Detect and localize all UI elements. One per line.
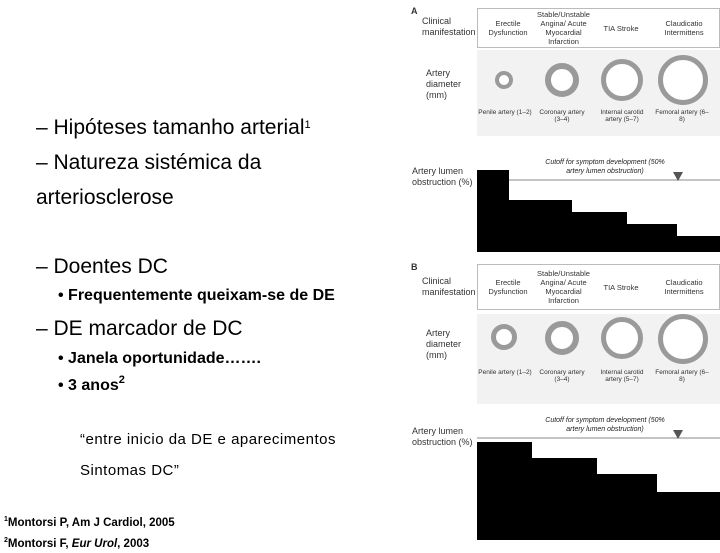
bullet-systemic-nature-cont: arteriosclerose <box>36 186 174 209</box>
bullet-dc-patients: – Doentes DC <box>36 255 168 278</box>
caption-penile: Penile artery (1–2) <box>478 109 532 116</box>
cutoff-note: Cutoff for symptom development (50% artery lumen obstruction) <box>545 417 665 433</box>
coronary-artery-ring <box>545 321 579 355</box>
figure-panel-b <box>400 256 720 540</box>
reference-2: $^2$Montorsi F, Eur Urol, 2003 <box>4 536 150 550</box>
quote-line-1: “entre inicio da DE e aparecimentos <box>80 431 336 448</box>
femoral-artery-ring <box>658 55 708 105</box>
obstruction-steps <box>477 442 720 540</box>
col-tia: TIA Stroke <box>603 282 639 292</box>
reference-1: $^1$Montorsi P, Am J Cardiol, 2005 <box>4 516 175 529</box>
col-claudicatio: Claudicatio Intermittens <box>664 19 704 37</box>
bullet-hypothesis-artery-size: – Hipóteses tamanho arterial$^1$ <box>36 116 311 139</box>
col-angina: Stable/Unstable Angina/ Acute Myocardial Infarction <box>537 10 590 46</box>
panel-letter: B <box>411 262 418 272</box>
panel-letter: A <box>411 6 418 16</box>
row-label-clinical: Clinical manifestation <box>422 276 476 297</box>
bullet-ed-marker: – DE marcador de DC <box>36 317 243 340</box>
caption-femoral: Femoral artery (6–8) <box>655 369 709 383</box>
row-label-obstruction: Artery lumen obstruction (%) <box>412 166 473 187</box>
col-angina: Stable/Unstable Angina/ Acute Myocardial Infarction <box>537 269 590 305</box>
carotid-artery-ring <box>601 59 643 101</box>
row-label-diameter: Artery diameter (mm) <box>426 328 462 360</box>
bullet-systemic-nature: – Natureza sistémica da <box>36 151 262 174</box>
row-label-obstruction: Artery lumen obstruction (%) <box>412 426 473 447</box>
col-erectile-dysfunction: Erectile Dysfunction <box>488 278 528 296</box>
quote-line-2: Sintomas DC” <box>80 462 180 479</box>
obstruction-bars <box>477 408 720 540</box>
carotid-artery-ring <box>601 317 643 359</box>
caption-coronary: Coronary artery (3–4) <box>539 369 585 383</box>
caption-carotid: Internal carotid artery (5–7) <box>600 109 644 123</box>
penile-artery-ring <box>495 71 513 89</box>
cutoff-note: Cutoff for symptom development (50% artery lumen obstruction) <box>545 159 665 175</box>
coronary-artery-ring <box>545 63 579 97</box>
subbullet-window: • Janela oportunidade……. <box>58 350 261 367</box>
references <box>4 511 175 553</box>
col-erectile-dysfunction: Erectile Dysfunction <box>488 19 528 37</box>
caption-penile: Penile artery (1–2) <box>478 369 532 376</box>
caption-carotid: Internal carotid artery (5–7) <box>600 369 644 383</box>
quote <box>80 424 336 486</box>
col-tia: TIA Stroke <box>603 23 639 33</box>
caption-femoral: Femoral artery (6–8) <box>655 109 709 123</box>
row-label-diameter: Artery diameter (mm) <box>426 68 462 100</box>
figure-panel-a <box>400 0 720 252</box>
caption-coronary: Coronary artery (3–4) <box>539 109 585 123</box>
obstruction-steps <box>477 170 720 252</box>
col-claudicatio: Claudicatio Intermittens <box>664 278 704 296</box>
subbullet-three-years: • 3 anos$^2$ <box>58 374 125 394</box>
superscript: 1 <box>304 119 311 131</box>
superscript: 2 <box>118 374 125 386</box>
penile-artery-ring <box>491 324 517 350</box>
femoral-artery-ring <box>658 314 708 364</box>
subbullet-complain-ed: • Frequentemente queixam-se de DE <box>58 287 335 304</box>
row-label-clinical: Clinical manifestation <box>422 16 476 37</box>
obstruction-bars <box>477 140 720 252</box>
